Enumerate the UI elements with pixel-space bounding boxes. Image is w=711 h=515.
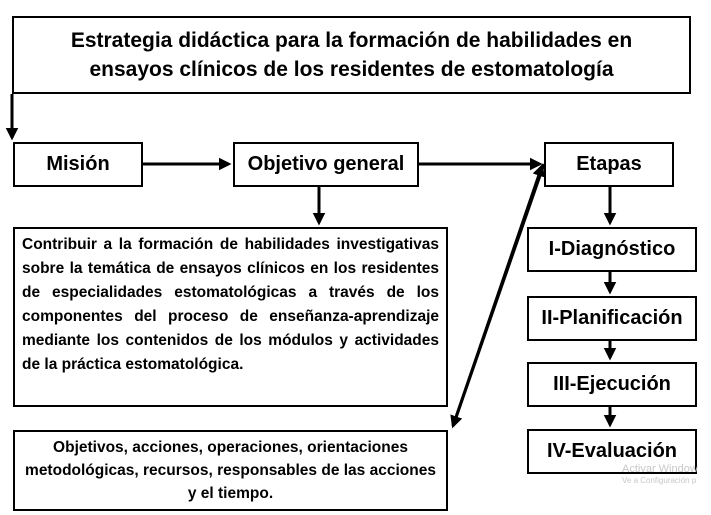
- activation-watermark: [622, 463, 698, 487]
- watermark-line1: Activar Window: [622, 463, 698, 475]
- stage-diagnostico: I-Diagnóstico: [527, 227, 697, 272]
- diagram-title: Estrategia didáctica para la formación de habilidades en ensayos clínicos de los residentes de estomatología: [12, 16, 691, 94]
- componentes-text-box: Objetivos, acciones, operaciones, orientaciones metodológicas, recursos, responsables de las acciones y el tiempo.: [13, 430, 448, 511]
- objetivo-general-node: Objetivo general: [233, 142, 419, 187]
- etapas-node: Etapas: [544, 142, 674, 187]
- watermark-line2: Ve a Configuración p: [622, 476, 697, 485]
- mision-node: Misión: [13, 142, 143, 187]
- stage-evaluacion: IV-Evaluación: [527, 429, 697, 474]
- stage-ejecucion: III-Ejecución: [527, 362, 697, 407]
- stage-planificacion: II-Planificación: [527, 296, 697, 341]
- contribuir-text-box: Contribuir a la formación de habilidades investigativas sobre la temática de ensayos clínicos en los residentes de especialidades estomatológicas a través de los componentes del proceso de enseñanza-aprendizaje mediante los contenidos de los módulos y actividades de la práctica estomatológica.: [13, 227, 448, 407]
